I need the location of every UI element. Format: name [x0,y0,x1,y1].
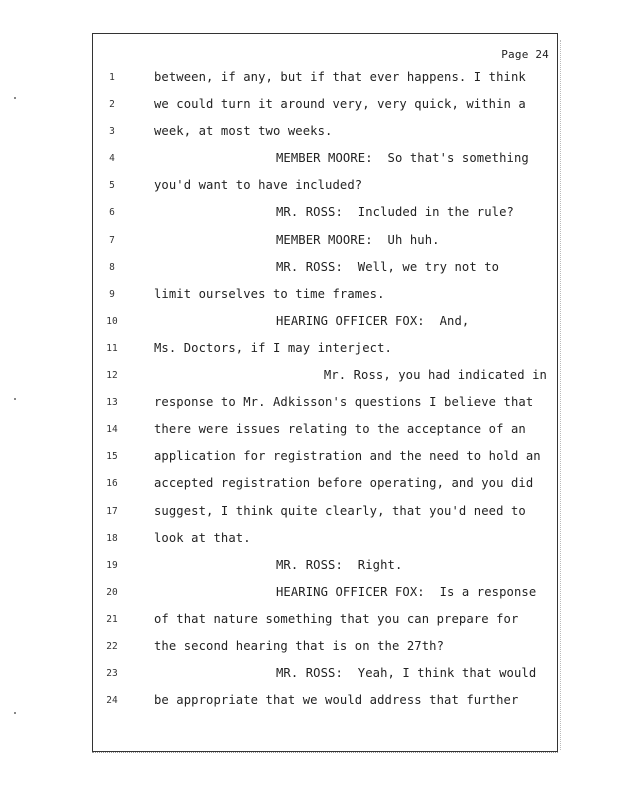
line-text: week, at most two weeks. [154,124,333,139]
transcript-line [93,254,557,281]
line-number: 19 [106,559,118,571]
line-number: 15 [106,451,118,463]
transcript-lines [93,64,557,714]
line-number: 20 [106,586,118,598]
bottom-rule [92,752,558,755]
line-number: 11 [106,342,118,354]
line-text: we could turn it around very, very quick, within a [154,97,526,112]
line-number: 1 [109,72,115,83]
transcript-line [93,687,557,714]
line-text: application for registration and the need to hold an [154,449,541,464]
line-text: of that nature something that you can prepare for [154,611,519,626]
line-number: 2 [109,99,115,111]
transcript-line [93,579,557,606]
line-number: 5 [109,180,115,192]
transcript-line [93,416,557,443]
transcript-line [93,498,557,525]
line-number: 7 [109,234,115,246]
transcript-line [93,199,557,226]
line-text: HEARING OFFICER FOX: Is a response [276,584,537,599]
transcript-line [93,443,557,470]
transcript-page [92,33,558,752]
line-text: be appropriate that we would address that further [154,693,519,708]
line-text: MEMBER MOORE: Uh huh. [276,232,440,247]
line-number: 8 [109,261,115,273]
line-number: 6 [109,207,115,219]
transcript-line [93,660,557,687]
line-text: you'd want to have included? [154,178,363,193]
line-text: limit ourselves to time frames. [154,286,385,301]
transcript-line [93,470,557,497]
page-number: Page 24 [501,48,549,61]
line-text: MR. ROSS: Yeah, I think that would [276,666,537,681]
transcript-line [93,389,557,416]
line-text: between, if any, but if that ever happens. I think [154,70,526,84]
transcript-line [93,145,557,172]
transcript-line [93,362,557,389]
transcript-line [93,525,557,552]
transcript-line [93,64,557,91]
scan-speck [14,712,16,714]
line-text: HEARING OFFICER FOX: And, [276,313,470,328]
line-number: 14 [106,424,118,436]
transcript-line [93,308,557,335]
line-text: Mr. Ross, you had indicated in [323,368,547,383]
line-number: 23 [106,668,118,680]
transcript-line [93,335,557,362]
line-text: Ms. Doctors, if I may interject. [154,340,392,355]
line-text: suggest, I think quite clearly, that you'd need to [154,503,526,518]
line-number: 13 [106,397,118,409]
line-text: MR. ROSS: Well, we try not to [276,259,500,274]
transcript-line [93,118,557,145]
line-number: 24 [106,695,118,707]
transcript-line [93,281,557,308]
transcript-line [93,552,557,579]
line-text: MR. ROSS: Right. [276,557,403,572]
scan-speck [14,398,16,400]
transcript-line [93,633,557,660]
line-number: 17 [106,505,118,517]
transcript-line [93,91,557,118]
line-text: accepted registration before operating, and you did [154,476,534,491]
transcript-line [93,227,557,254]
line-text: response to Mr. Adkisson's questions I believe that [154,395,534,410]
line-text: the second hearing that is on the 27th? [154,638,445,653]
line-number: 22 [106,640,118,652]
line-number: 10 [106,315,118,327]
line-number: 12 [106,370,118,382]
line-text: there were issues relating to the acceptance of an [154,422,526,437]
line-number: 3 [109,126,115,138]
line-number: 4 [109,153,115,165]
line-text: MR. ROSS: Included in the rule? [276,205,514,220]
line-number: 21 [106,613,118,625]
line-text: look at that. [154,530,251,545]
line-number: 18 [106,532,118,544]
scan-speck [14,97,16,99]
transcript-line [93,606,557,633]
line-number: 9 [109,288,115,300]
line-text: MEMBER MOORE: So that's something [276,151,529,166]
line-number: 16 [106,478,118,490]
transcript-line [93,172,557,199]
scan-edge-marks [560,40,565,750]
